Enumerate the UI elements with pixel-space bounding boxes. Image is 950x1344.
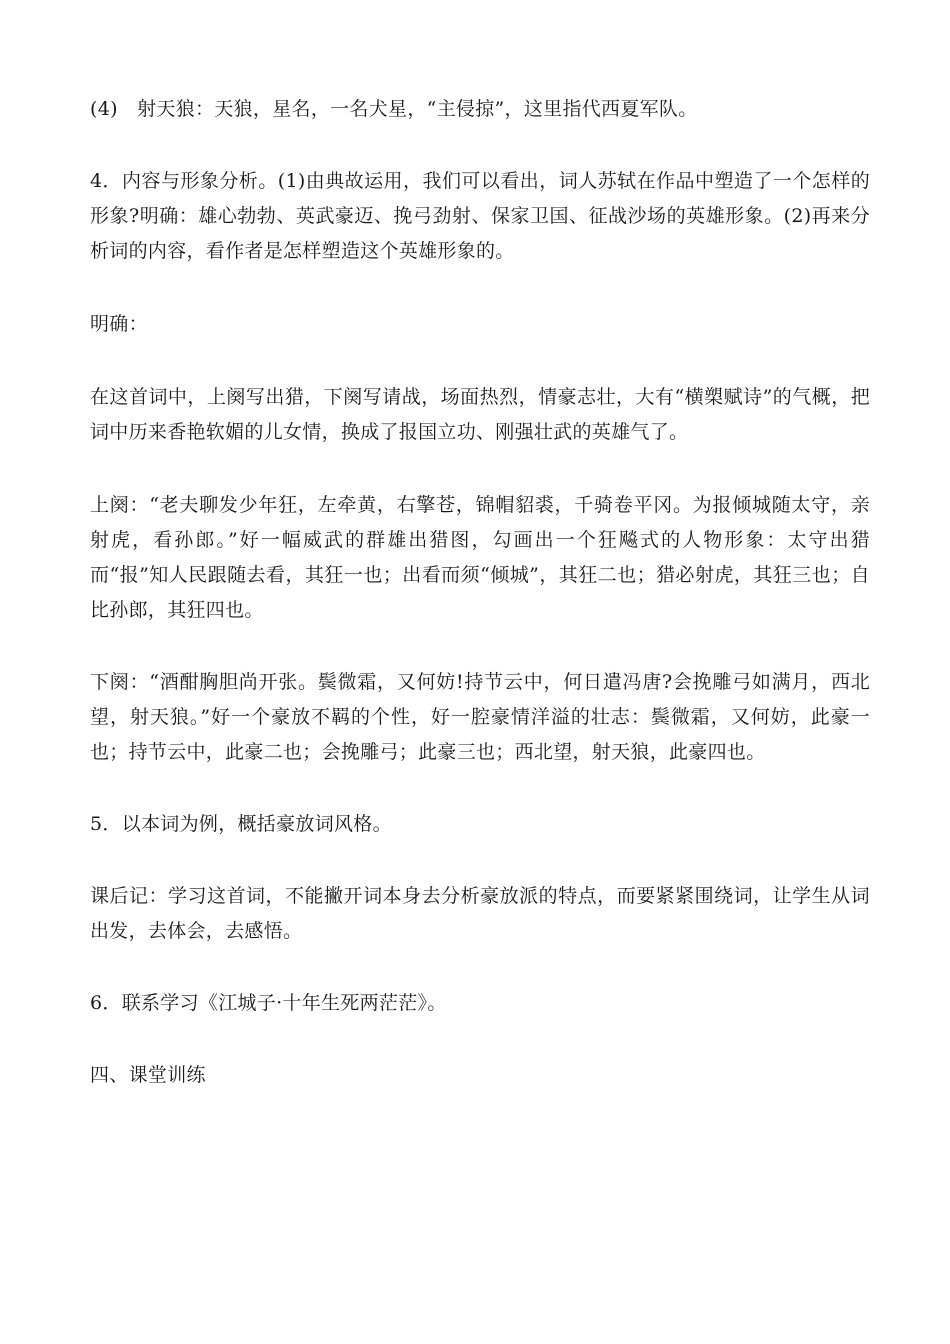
answer-overview: 在这首词中，上阕写出猎，下阕写请战，场面热烈，情豪志壮，大有“横槊赋诗”的气概，把词中历来香艳软媚的儿女情，换成了报国立功、刚强壮武的英雄气了。 — [90, 386, 870, 443]
answer-label: 明确： — [90, 313, 148, 335]
annotation-4: (4) 射天狼：天狼，星名，一名犬星，“主侵掠”，这里指代西夏军队。 — [90, 98, 698, 120]
lower-stanza-analysis: 下阕：“酒酣胸胆尚开张。鬓微霜，又何妨!持节云中，何日遣冯唐?会挽雕弓如满月，西北望，射天狼。”好一个豪放不羁的个性，好一腔豪情洋溢的壮志：鬓微霜，又何妨，此豪一也；持节云中，此豪二也；会挽雕弓；此豪三也；西北望，射天狼，此豪四也。 — [90, 671, 870, 763]
after-class-note: 课后记：学习这首词，不能撇开词本身去分析豪放派的特点，而要紧紧围绕词，让学生从词出发，去体会，去感悟。 — [90, 885, 870, 942]
section-6-related-study: 6．联系学习《江城子·十年生死两茫茫》。 — [90, 992, 447, 1014]
document-page — [90, 92, 870, 1093]
section-heading-classroom-training: 四、课堂训练 — [90, 1064, 206, 1086]
upper-stanza-analysis: 上阕：“老夫聊发少年狂，左牵黄，右擎苍，锦帽貂裘，千骑卷平冈。为报倾城随太守，亲射虎，看孙郎。”好一幅威武的群雄出猎图，勾画出一个狂飚式的人物形象：太守出猎而“报”知人民跟随去看，其狂一也；出看而须“倾城”，其狂二也；猎必射虎，其狂三也；自比孙郎，其狂四也。 — [90, 494, 870, 621]
section-4-content-analysis: 4．内容与形象分析。(1)由典故运用，我们可以看出，词人苏轼在作品中塑造了一个怎样的形象?明确：雄心勃勃、英武豪迈、挽弓劲射、保家卫国、征战沙场的英雄形象。(2)再来分析词的内容，看作者是怎样塑造这个英雄形象的。 — [90, 170, 870, 262]
section-5-style: 5．以本词为例，概括豪放词风格。 — [90, 813, 392, 835]
